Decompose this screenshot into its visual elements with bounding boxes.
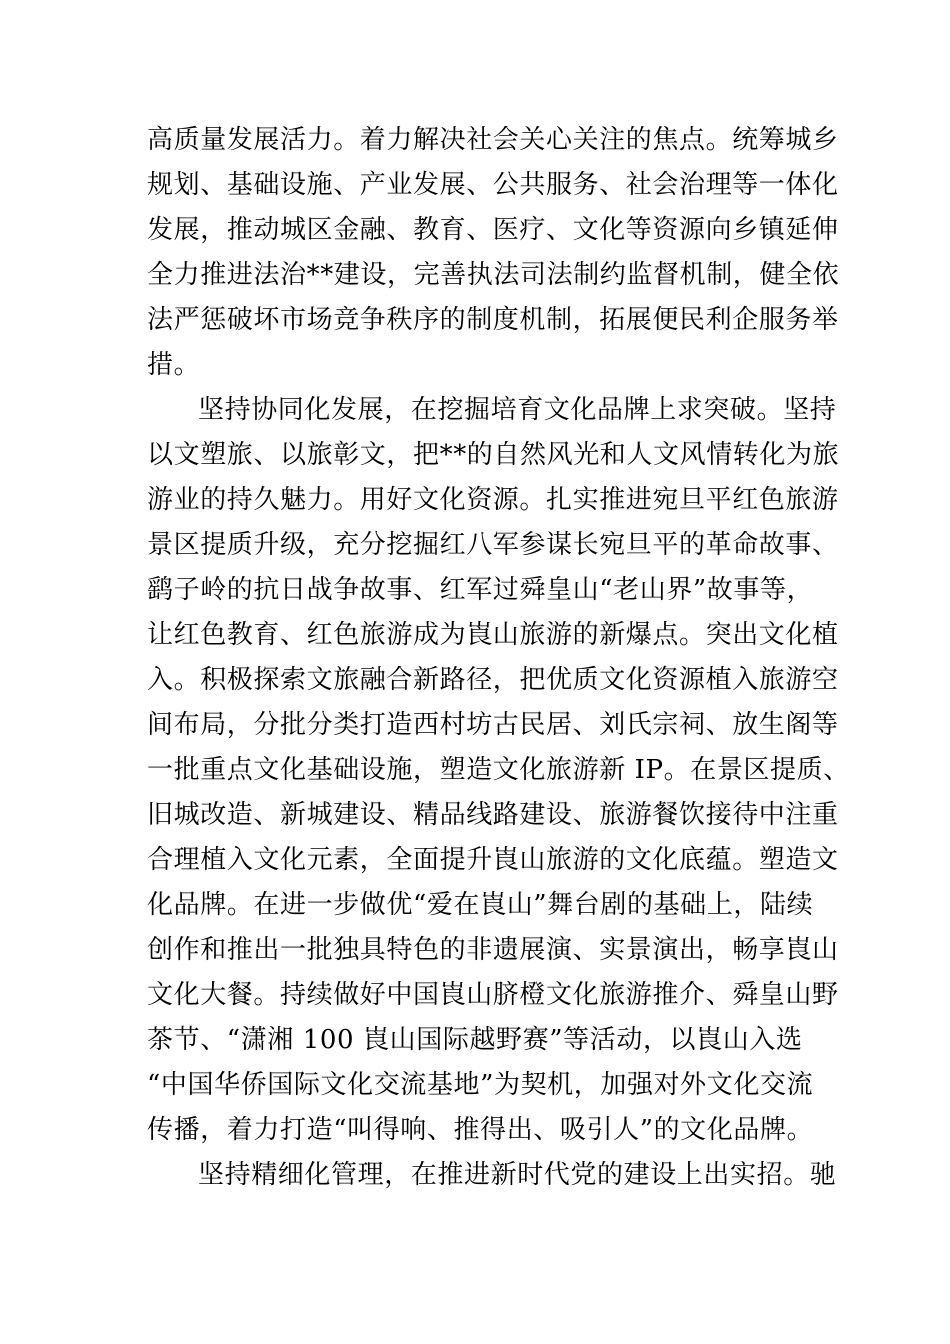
- text-line: “中国华侨国际文化交流基地”为契机，加强对外文化交流: [147, 1070, 814, 1100]
- paragraph-first-line: 坚持精细化管理，在推进新时代党的建设上出实招。驰: [198, 1160, 837, 1190]
- text-line: 全力推进法治**建设，完善执法司法制约监督机制，健全依: [147, 260, 840, 290]
- text-line: 景区提质升级，充分挖掘红八军参谋长宛旦平的革命故事、: [147, 530, 839, 560]
- text-line: 法严惩破坏市场竞争秩序的制度机制，拓展便民利企服务举: [147, 305, 839, 335]
- text-line: 让红色教育、红色旅游成为崀山旅游的新爆点。突出文化植: [147, 620, 839, 650]
- text-line: 游业的持久魅力。用好文化资源。扎实推进宛旦平红色旅游: [147, 485, 839, 515]
- text-line: 措。: [147, 350, 201, 380]
- text-line: 高质量发展活力。着力解决社会关心关注的焦点。统筹城乡: [147, 125, 839, 155]
- text-line: 创作和推出一批独具特色的非遗展演、实景演出，畅享崀山: [147, 935, 839, 965]
- text-line: 旧城改造、新城建设、精品线路建设、旅游餐饮接待中注重: [147, 800, 839, 830]
- text-line: 鹞子岭的抗日战争故事、红军过舜皇山“老山界”故事等，: [147, 575, 814, 605]
- text-line: 以文塑旅、以旅彰文，把**的自然风光和人文风情转化为旅: [147, 440, 840, 470]
- text-line: 合理植入文化元素，全面提升崀山旅游的文化底蕴。塑造文: [147, 845, 839, 875]
- text-line: 传播，着力打造“叫得响、推得出、吸引人”的文化品牌。: [147, 1115, 814, 1145]
- paragraph-first-line: 坚持协同化发展，在挖掘培育文化品牌上求突破。坚持: [198, 395, 837, 425]
- text-line: 化品牌。在进一步做优“爱在崀山”舞台剧的基础上，陆续: [147, 890, 814, 920]
- text-line: 文化大餐。持续做好中国崀山脐橙文化旅游推介、舜皇山野: [147, 980, 839, 1010]
- text-line: 一批重点文化基础设施，塑造文化旅游新 IP。在景区提质、: [147, 755, 850, 785]
- text-line: 发展，推动城区金融、教育、医疗、文化等资源向乡镇延伸: [147, 215, 839, 245]
- text-line: 间布局，分批分类打造西村坊古民居、刘氏宗祠、放生阁等: [147, 710, 839, 740]
- text-line: 入。积极探索文旅融合新路径，把优质文化资源植入旅游空: [147, 665, 839, 695]
- text-line: 茶节、“潇湘 100 崀山国际越野赛”等活动，以崀山入选: [147, 1025, 803, 1055]
- text-line: 规划、基础设施、产业发展、公共服务、社会治理等一体化: [147, 170, 839, 200]
